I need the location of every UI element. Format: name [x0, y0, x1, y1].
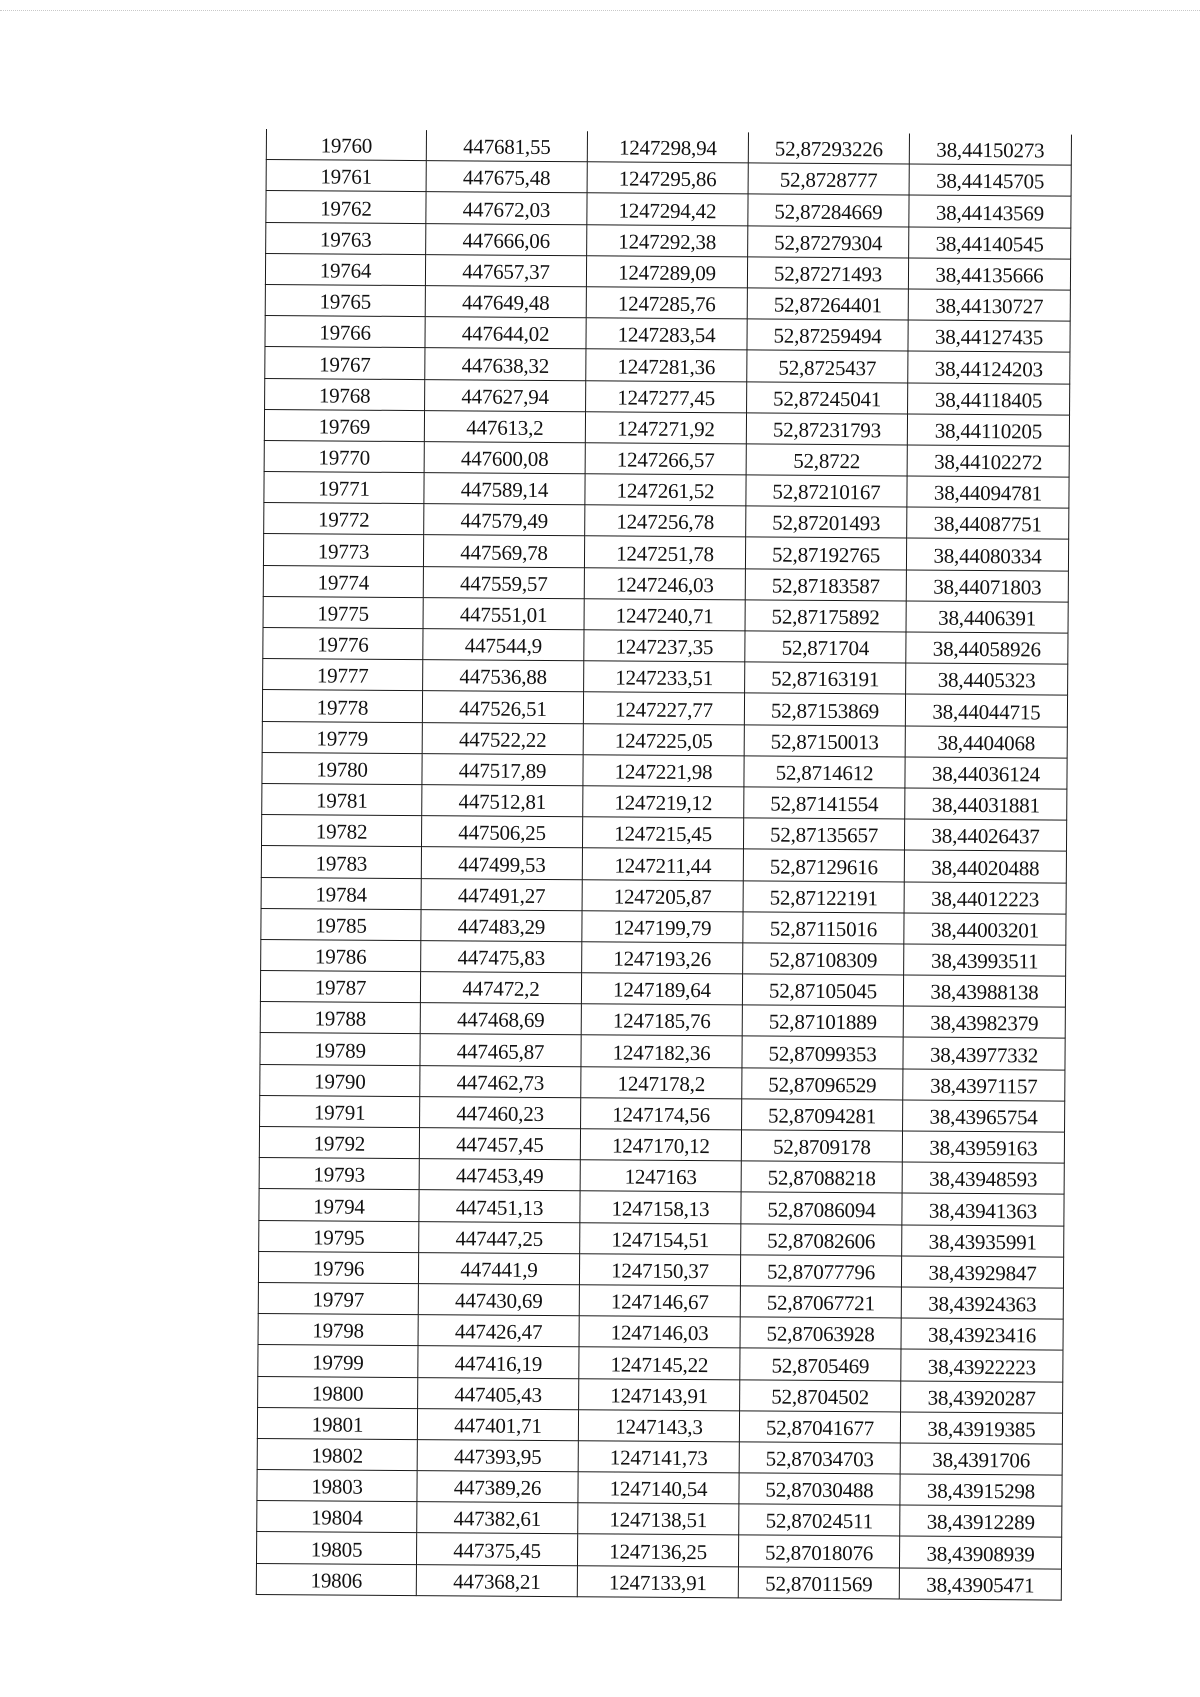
y-coordinate-cell: 1247143,3: [578, 1409, 739, 1441]
x-coordinate-cell: 447600,08: [424, 441, 585, 473]
x-coordinate-cell: 447401,71: [417, 1408, 578, 1440]
longitude-cell: 38,44145705: [909, 164, 1071, 196]
latitude-cell: 52,87011569: [738, 1566, 899, 1598]
longitude-cell: 38,43948593: [902, 1162, 1064, 1194]
point-number-cell: 19801: [257, 1407, 417, 1439]
latitude-cell: 52,87271493: [747, 257, 908, 289]
coordinate-table-body: [256, 129, 1071, 1600]
longitude-cell: 38,43923416: [901, 1318, 1063, 1350]
point-number-cell: 19774: [263, 565, 423, 597]
latitude-cell: 52,8709178: [741, 1130, 902, 1162]
x-coordinate-cell: 447672,03: [426, 192, 587, 224]
table-row: [256, 1563, 1061, 1600]
point-number-cell: 19785: [261, 908, 421, 940]
x-coordinate-cell: 447559,57: [423, 566, 584, 598]
y-coordinate-cell: 1247170,12: [580, 1129, 741, 1161]
y-coordinate-cell: 1247178,2: [581, 1066, 742, 1098]
x-coordinate-cell: 447447,25: [419, 1221, 580, 1253]
x-coordinate-cell: 447613,2: [424, 410, 585, 442]
longitude-cell: 38,43965754: [903, 1100, 1065, 1132]
point-number-cell: 19775: [263, 596, 423, 628]
y-coordinate-cell: 1247246,03: [584, 567, 745, 599]
longitude-cell: 38,43982379: [903, 1006, 1065, 1038]
latitude-cell: 52,87141554: [744, 787, 905, 819]
x-coordinate-cell: 447451,13: [419, 1190, 580, 1222]
latitude-cell: 52,87175892: [745, 600, 906, 632]
point-number-cell: 19764: [265, 253, 425, 285]
longitude-cell: 38,44130727: [908, 289, 1070, 321]
point-number-cell: 19802: [257, 1438, 417, 1470]
latitude-cell: 52,87041677: [739, 1411, 900, 1443]
y-coordinate-cell: 1247283,54: [586, 318, 747, 350]
y-coordinate-cell: 1247298,94: [587, 131, 748, 163]
y-coordinate-cell: 1247261,52: [585, 474, 746, 506]
longitude-cell: 38,43988138: [903, 975, 1065, 1007]
longitude-cell: 38,44012223: [904, 881, 1066, 913]
y-coordinate-cell: 1247295,86: [587, 162, 748, 194]
y-coordinate-cell: 1247182,36: [581, 1035, 742, 1067]
y-coordinate-cell: 1247138,51: [578, 1503, 739, 1535]
x-coordinate-cell: 447460,23: [420, 1096, 581, 1128]
point-number-cell: 19784: [261, 877, 421, 909]
point-number-cell: 19760: [266, 129, 426, 161]
x-coordinate-cell: 447462,73: [420, 1065, 581, 1097]
point-number-cell: 19773: [263, 534, 423, 566]
longitude-cell: 38,44118405: [908, 382, 1070, 414]
point-number-cell: 19772: [264, 503, 424, 535]
x-coordinate-cell: 447405,43: [418, 1377, 579, 1409]
x-coordinate-cell: 447506,25: [421, 816, 582, 848]
latitude-cell: 52,87018076: [738, 1535, 899, 1567]
longitude-cell: 38,44071803: [906, 570, 1068, 602]
longitude-cell: 38,43915298: [900, 1474, 1062, 1506]
x-coordinate-cell: 447453,49: [419, 1159, 580, 1191]
point-number-cell: 19787: [260, 971, 420, 1003]
y-coordinate-cell: 1247256,78: [585, 505, 746, 537]
y-coordinate-cell: 1247277,45: [586, 380, 747, 412]
x-coordinate-cell: 447416,19: [418, 1346, 579, 1378]
longitude-cell: 38,43912289: [900, 1505, 1062, 1537]
latitude-cell: 52,87259494: [747, 319, 908, 351]
x-coordinate-cell: 447579,49: [424, 504, 585, 536]
x-coordinate-cell: 447465,87: [420, 1034, 581, 1066]
y-coordinate-cell: 1247140,54: [578, 1472, 739, 1504]
point-number-cell: 19782: [261, 815, 421, 847]
x-coordinate-cell: 447681,55: [426, 130, 587, 162]
latitude-cell: 52,871704: [745, 631, 906, 663]
x-coordinate-cell: 447638,32: [425, 348, 586, 380]
x-coordinate-cell: 447499,53: [421, 847, 582, 879]
longitude-cell: 38,43959163: [902, 1131, 1064, 1163]
y-coordinate-cell: 1247233,51: [584, 661, 745, 693]
point-number-cell: 19778: [262, 690, 422, 722]
y-coordinate-cell: 1247294,42: [587, 193, 748, 225]
x-coordinate-cell: 447551,01: [423, 597, 584, 629]
latitude-cell: 52,87135657: [743, 818, 904, 850]
latitude-cell: 52,87293226: [748, 132, 909, 164]
latitude-cell: 52,87231793: [746, 413, 907, 445]
point-number-cell: 19761: [266, 160, 426, 192]
point-number-cell: 19762: [266, 191, 426, 223]
longitude-cell: 38,44087751: [907, 507, 1069, 539]
latitude-cell: 52,8725437: [747, 350, 908, 382]
scan-edge-line: [0, 10, 1200, 11]
latitude-cell: 52,87201493: [746, 506, 907, 538]
x-coordinate-cell: 447644,02: [425, 317, 586, 349]
latitude-cell: 52,87105045: [742, 974, 903, 1006]
x-coordinate-cell: 447522,22: [422, 722, 583, 754]
point-number-cell: 19792: [259, 1126, 419, 1158]
x-coordinate-cell: 447512,81: [422, 785, 583, 817]
x-coordinate-cell: 447441,9: [418, 1252, 579, 1284]
x-coordinate-cell: 447472,2: [420, 972, 581, 1004]
x-coordinate-cell: 447666,06: [426, 223, 587, 255]
longitude-cell: 38,4405323: [906, 663, 1068, 695]
y-coordinate-cell: 1247205,87: [582, 879, 743, 911]
longitude-cell: 38,44150273: [909, 133, 1071, 165]
x-coordinate-cell: 447675,48: [426, 161, 587, 193]
longitude-cell: 38,4406391: [906, 601, 1068, 633]
point-number-cell: 19765: [265, 284, 425, 316]
longitude-cell: 38,4391706: [900, 1443, 1062, 1475]
x-coordinate-cell: 447426,47: [418, 1315, 579, 1347]
point-number-cell: 19779: [262, 721, 422, 753]
latitude-cell: 52,87082606: [741, 1223, 902, 1255]
y-coordinate-cell: 1247146,03: [579, 1316, 740, 1348]
point-number-cell: 19768: [265, 378, 425, 410]
latitude-cell: 52,87129616: [743, 849, 904, 881]
longitude-cell: 38,43941363: [902, 1193, 1064, 1225]
longitude-cell: 38,43977332: [903, 1037, 1065, 1069]
y-coordinate-cell: 1247225,05: [583, 723, 744, 755]
x-coordinate-cell: 447589,14: [424, 473, 585, 505]
latitude-cell: 52,87099353: [742, 1036, 903, 1068]
y-coordinate-cell: 1247215,45: [582, 817, 743, 849]
latitude-cell: 52,87163191: [745, 662, 906, 694]
longitude-cell: 38,44031881: [905, 788, 1067, 820]
x-coordinate-cell: 447544,9: [423, 629, 584, 661]
point-number-cell: 19770: [264, 440, 424, 472]
point-number-cell: 19805: [256, 1532, 416, 1564]
latitude-cell: 52,8704502: [740, 1379, 901, 1411]
point-number-cell: 19777: [263, 659, 423, 691]
x-coordinate-cell: 447382,61: [417, 1502, 578, 1534]
longitude-cell: 38,44135666: [908, 258, 1070, 290]
point-number-cell: 19788: [260, 1002, 420, 1034]
longitude-cell: 38,44003201: [904, 913, 1066, 945]
y-coordinate-cell: 1247211,44: [582, 848, 743, 880]
latitude-cell: 52,87115016: [743, 912, 904, 944]
longitude-cell: 38,44080334: [906, 538, 1068, 570]
y-coordinate-cell: 1247221,98: [583, 754, 744, 786]
y-coordinate-cell: 1247189,64: [581, 973, 742, 1005]
longitude-cell: 38,44102272: [907, 445, 1069, 477]
longitude-cell: 38,44127435: [908, 320, 1070, 352]
x-coordinate-cell: 447517,89: [422, 753, 583, 785]
latitude-cell: 52,87108309: [743, 943, 904, 975]
point-number-cell: 19766: [265, 316, 425, 348]
point-number-cell: 19794: [259, 1189, 419, 1221]
point-number-cell: 19767: [265, 347, 425, 379]
y-coordinate-cell: 1247227,77: [583, 692, 744, 724]
y-coordinate-cell: 1247199,79: [582, 910, 743, 942]
latitude-cell: 52,87063928: [740, 1317, 901, 1349]
longitude-cell: 38,43993511: [904, 944, 1066, 976]
longitude-cell: 38,43935991: [902, 1225, 1064, 1257]
longitude-cell: 38,43920287: [901, 1380, 1063, 1412]
y-coordinate-cell: 1247219,12: [583, 786, 744, 818]
x-coordinate-cell: 447483,29: [421, 909, 582, 941]
y-coordinate-cell: 1247237,35: [584, 630, 745, 662]
latitude-cell: 52,8705469: [740, 1348, 901, 1380]
y-coordinate-cell: 1247240,71: [584, 599, 745, 631]
latitude-cell: 52,87077796: [740, 1255, 901, 1287]
point-number-cell: 19797: [258, 1282, 418, 1314]
longitude-cell: 38,43919385: [900, 1412, 1062, 1444]
coordinate-table: [256, 129, 1072, 1600]
x-coordinate-cell: 447368,21: [416, 1564, 577, 1596]
point-number-cell: 19795: [259, 1220, 419, 1252]
x-coordinate-cell: 447389,26: [417, 1471, 578, 1503]
y-coordinate-cell: 1247185,76: [581, 1004, 742, 1036]
point-number-cell: 19791: [260, 1095, 420, 1127]
point-number-cell: 19780: [262, 752, 422, 784]
latitude-cell: 52,87086094: [741, 1192, 902, 1224]
y-coordinate-cell: 1247141,73: [578, 1441, 739, 1473]
longitude-cell: 38,44143569: [909, 195, 1071, 227]
y-coordinate-cell: 1247146,67: [579, 1285, 740, 1317]
point-number-cell: 19800: [258, 1376, 418, 1408]
y-coordinate-cell: 1247251,78: [584, 536, 745, 568]
latitude-cell: 52,8722: [746, 444, 907, 476]
longitude-cell: 38,44110205: [907, 414, 1069, 446]
latitude-cell: 52,87094281: [742, 1099, 903, 1131]
x-coordinate-cell: 447657,37: [425, 254, 586, 286]
latitude-cell: 52,87101889: [742, 1005, 903, 1037]
latitude-cell: 52,87153869: [744, 693, 905, 725]
x-coordinate-cell: 447475,83: [421, 940, 582, 972]
longitude-cell: 38,44058926: [906, 632, 1068, 664]
x-coordinate-cell: 447468,69: [420, 1003, 581, 1035]
x-coordinate-cell: 447491,27: [421, 878, 582, 910]
point-number-cell: 19803: [257, 1470, 417, 1502]
y-coordinate-cell: 1247163: [580, 1160, 741, 1192]
latitude-cell: 52,87264401: [747, 288, 908, 320]
y-coordinate-cell: 1247154,51: [580, 1222, 741, 1254]
x-coordinate-cell: 447627,94: [425, 379, 586, 411]
y-coordinate-cell: 1247174,56: [581, 1098, 742, 1130]
longitude-cell: 38,43905471: [899, 1568, 1061, 1600]
y-coordinate-cell: 1247281,36: [586, 349, 747, 381]
point-number-cell: 19789: [260, 1033, 420, 1065]
latitude-cell: 52,87034703: [739, 1442, 900, 1474]
latitude-cell: 52,8728777: [748, 163, 909, 195]
longitude-cell: 38,43929847: [901, 1256, 1063, 1288]
point-number-cell: 19790: [260, 1064, 420, 1096]
latitude-cell: 52,87096529: [742, 1067, 903, 1099]
longitude-cell: 38,43922223: [901, 1349, 1063, 1381]
y-coordinate-cell: 1247158,13: [580, 1191, 741, 1223]
y-coordinate-cell: 1247143,91: [579, 1378, 740, 1410]
longitude-cell: 38,44140545: [909, 227, 1071, 259]
latitude-cell: 52,87030488: [739, 1473, 900, 1505]
latitude-cell: 52,87192765: [745, 537, 906, 569]
longitude-cell: 38,4404068: [905, 726, 1067, 758]
latitude-cell: 52,87284669: [748, 194, 909, 226]
point-number-cell: 19796: [258, 1251, 418, 1283]
point-number-cell: 19786: [261, 939, 421, 971]
x-coordinate-cell: 447526,51: [422, 691, 583, 723]
point-number-cell: 19769: [264, 409, 424, 441]
x-coordinate-cell: 447536,88: [423, 660, 584, 692]
y-coordinate-cell: 1247133,91: [577, 1565, 738, 1597]
longitude-cell: 38,44094781: [907, 476, 1069, 508]
latitude-cell: 52,87088218: [741, 1161, 902, 1193]
latitude-cell: 52,87122191: [743, 880, 904, 912]
y-coordinate-cell: 1247271,92: [585, 411, 746, 443]
longitude-cell: 38,44124203: [908, 351, 1070, 383]
y-coordinate-cell: 1247193,26: [582, 942, 743, 974]
point-number-cell: 19776: [263, 627, 423, 659]
y-coordinate-cell: 1247150,37: [579, 1253, 740, 1285]
point-number-cell: 19781: [262, 783, 422, 815]
point-number-cell: 19771: [264, 472, 424, 504]
longitude-cell: 38,44036124: [905, 757, 1067, 789]
point-number-cell: 19804: [257, 1501, 417, 1533]
latitude-cell: 52,87210167: [746, 475, 907, 507]
point-number-cell: 19763: [266, 222, 426, 254]
y-coordinate-cell: 1247266,57: [585, 443, 746, 475]
y-coordinate-cell: 1247285,76: [586, 287, 747, 319]
x-coordinate-cell: 447649,48: [425, 286, 586, 318]
longitude-cell: 38,44026437: [904, 819, 1066, 851]
longitude-cell: 38,43971157: [903, 1069, 1065, 1101]
latitude-cell: 52,87279304: [748, 225, 909, 257]
point-number-cell: 19793: [259, 1158, 419, 1190]
point-number-cell: 19799: [258, 1345, 418, 1377]
latitude-cell: 52,87150013: [744, 724, 905, 756]
point-number-cell: 19806: [256, 1563, 416, 1595]
latitude-cell: 52,87067721: [740, 1286, 901, 1318]
x-coordinate-cell: 447393,95: [417, 1439, 578, 1471]
x-coordinate-cell: 447569,78: [423, 535, 584, 567]
y-coordinate-cell: 1247145,22: [579, 1347, 740, 1379]
y-coordinate-cell: 1247289,09: [586, 255, 747, 287]
point-number-cell: 19798: [258, 1314, 418, 1346]
point-number-cell: 19783: [261, 846, 421, 878]
longitude-cell: 38,44044715: [905, 694, 1067, 726]
longitude-cell: 38,43924363: [901, 1287, 1063, 1319]
y-coordinate-cell: 1247292,38: [587, 224, 748, 256]
longitude-cell: 38,43908939: [899, 1536, 1061, 1568]
y-coordinate-cell: 1247136,25: [577, 1534, 738, 1566]
x-coordinate-cell: 447375,45: [416, 1533, 577, 1565]
latitude-cell: 52,87024511: [739, 1504, 900, 1536]
longitude-cell: 38,44020488: [904, 850, 1066, 882]
latitude-cell: 52,87183587: [745, 568, 906, 600]
x-coordinate-cell: 447457,45: [419, 1128, 580, 1160]
latitude-cell: 52,8714612: [744, 756, 905, 788]
latitude-cell: 52,87245041: [747, 381, 908, 413]
x-coordinate-cell: 447430,69: [418, 1284, 579, 1316]
